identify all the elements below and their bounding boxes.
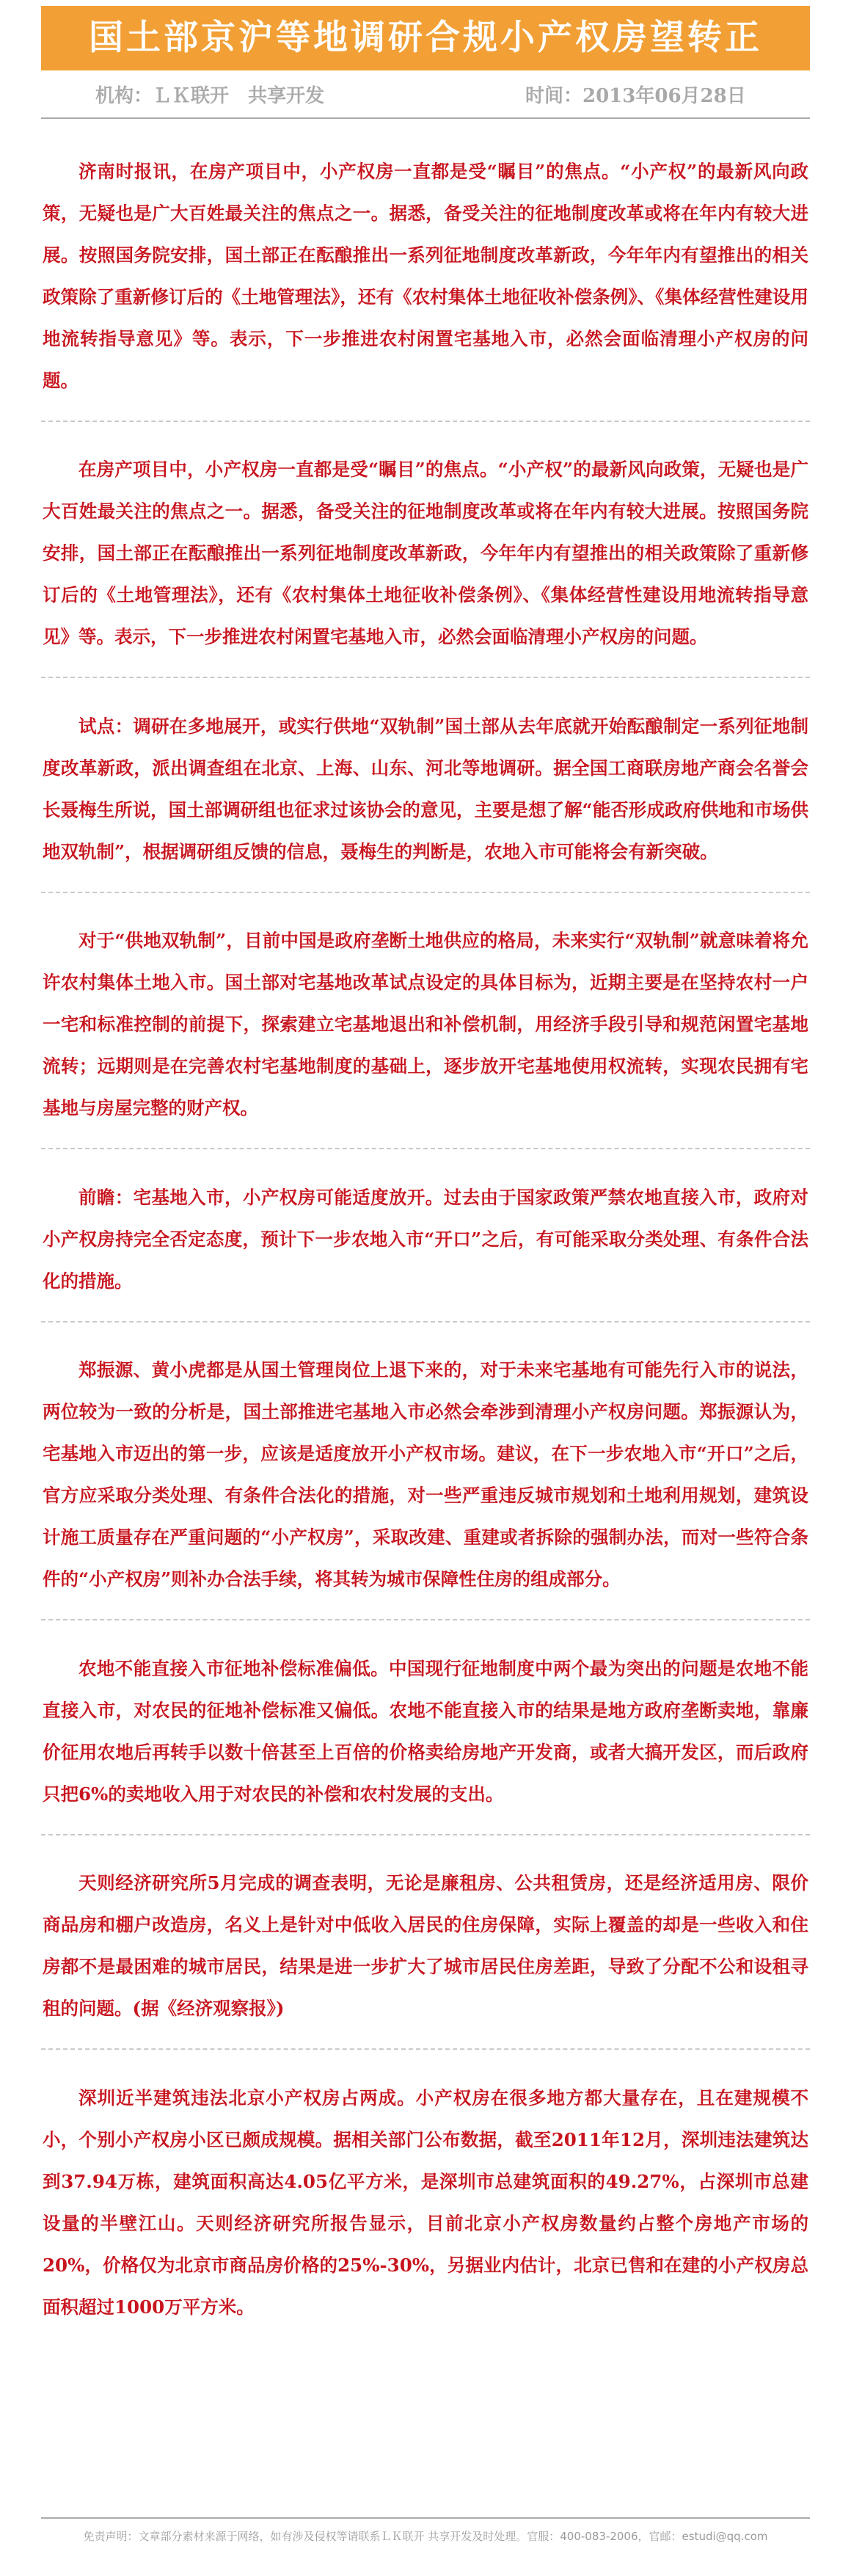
- article-paragraph: 对于“供地双轨制”，目前中国是政府垄断土地供应的格局，未来实行“双轨制”就意味着将允许农村集体土地入市。国土部对宅基地改革试点设定的具体目标为，近期主要是在坚持农村一户一宅和标准控制的前提下，探索建立宅基地退出和补偿机制，用经济手段引导和规范闲置宅基地流转；远期则是在完善农村宅基地制度的基础上，逐步放开宅基地使用权流转，实现农民拥有宅基地与房屋完整的财产权。: [41, 911, 810, 1149]
- article-paragraph: 试点：调研在多地展开，或实行供地“双轨制”国土部从去年底就开始酝酿制定一系列征地制度改革新政，派出调查组在北京、上海、山东、河北等地调研。据全国工商联房地产商会名誉会长聂梅生所说，国土部调研组也征求过该协会的意见，主要是想了解“能否形成政府供地和市场供地双轨制”，根据调研组反馈的信息，聂梅生的判断是，农地入市可能将会有新突破。: [41, 696, 810, 893]
- footer-divider: [41, 2517, 810, 2519]
- article-paragraph: 在房产项目中，小产权房一直都是受“瞩目”的焦点。“小产权”的最新风向政策，无疑也是广大百姓最关注的焦点之一。据悉，备受关注的征地制度改革或将在年内有较大进展。按照国务院安排，国土部正在酝酿推出一系列征地制度改革新政，今年年内有望推出的相关政策除了重新修订后的《土地管理法》，还有《农村集体土地征收补偿条例》、《集体经营性建设用地流转指导意见》等。表示，下一步推进农村闲置宅基地入市，必然会面临清理小产权房的问题。: [41, 440, 810, 678]
- article-paragraph: 郑振源、黄小虎都是从国土管理岗位上退下来的，对于未来宅基地有可能先行入市的说法，两位较为一致的分析是，国土部推进宅基地入市必然会牵涉到清理小产权房问题。郑振源认为，宅基地入市迈出的第一步，应该是适度放开小产权市场。建议，在下一步农地入市“开口”之后，官方应采取分类处理、有条件合法化的措施，对一些严重违反城市规划和土地利用规划，建筑设计施工质量存在严重问题的“小产权房”，采取改建、重建或者拆除的强制办法，而对一些符合条件的“小产权房”则补办合法手续，将其转为城市保障性住房的组成部分。: [41, 1340, 810, 1620]
- article-time: 时间：2013年06月28日: [525, 85, 746, 107]
- article-paragraph: 济南时报讯，在房产项目中，小产权房一直都是受“瞩目”的焦点。“小产权”的最新风向政策，无疑也是广大百姓最关注的焦点之一。据悉，备受关注的征地制度改革或将在年内有较大进展。按照国务院安排，国土部正在酝酿推出一系列征地制度改革新政，今年年内有望推出的相关政策除了重新修订后的《土地管理法》，还有《农村集体土地征收补偿条例》、《集体经营性建设用地流转指导意见》等。表示，下一步推进农村闲置宅基地入市，必然会面临清理小产权房的问题。: [41, 142, 810, 422]
- article-paragraph: 农地不能直接入市征地补偿标准偏低。中国现行征地制度中两个最为突出的问题是农地不能直接入市，对农民的征地补偿标准又偏低。农地不能直接入市的结果是地方政府垄断卖地，靠廉价征用农地后再转手以数十倍甚至上百倍的价格卖给房地产开发商，或者大搞开发区，而后政府只把6%的卖地收入用于对农民的补偿和农村发展的支出。: [41, 1639, 810, 1835]
- article-body: [41, 123, 810, 2365]
- article-org: 机构：ＬＫ联开 共享开发: [95, 85, 325, 107]
- article-paragraph: 前瞻：宅基地入市，小产权房可能适度放开。过去由于国家政策严禁农地直接入市，政府对小产权房持完全否定态度，预计下一步农地入市“开口”之后，有可能采取分类处理、有条件合法化的措施。: [41, 1168, 810, 1322]
- article-paragraph: 天则经济研究所5月完成的调查表明，无论是廉租房、公共租赁房，还是经济适用房、限价商品房和棚户改造房，名义上是针对中低收入居民的住房保障，实际上覆盖的却是一些收入和住房都不是最困难的城市居民，结果是进一步扩大了城市居民住房差距，导致了分配不公和设租寻租的问题。(据《经济观察报》): [41, 1853, 810, 2050]
- footer-disclaimer: 免责声明：文章部分素材来源于网络，如有涉及侵权等请联系ＬＫ联开 共享开发及时处理。官服：400-083-2006，官邮：estudi@qq.com: [83, 2530, 768, 2543]
- header-divider: [41, 117, 810, 119]
- article-title: 国土部京沪等地调研合规小产权房望转正: [89, 18, 762, 58]
- title-banner: [41, 6, 810, 70]
- article-paragraph: 深圳近半建筑违法北京小产权房占两成。小产权房在很多地方都大量存在，且在建规模不小，个别小产权房小区已颇成规模。据相关部门公布数据，截至2011年12月，深圳违法建筑达到37.94万栋，建筑面积高达4.05亿平方米，是深圳市总建筑面积的49.27%，占深圳市总建设量的半壁江山。天则经济研究所报告显示，目前北京小产权房数量约占整个房地产市场的20%，价格仅为北京市商品房价格的25%-30%，另据业内估计，北京已售和在建的小产权房总面积超过1000万平方米。: [43, 2086, 808, 2318]
